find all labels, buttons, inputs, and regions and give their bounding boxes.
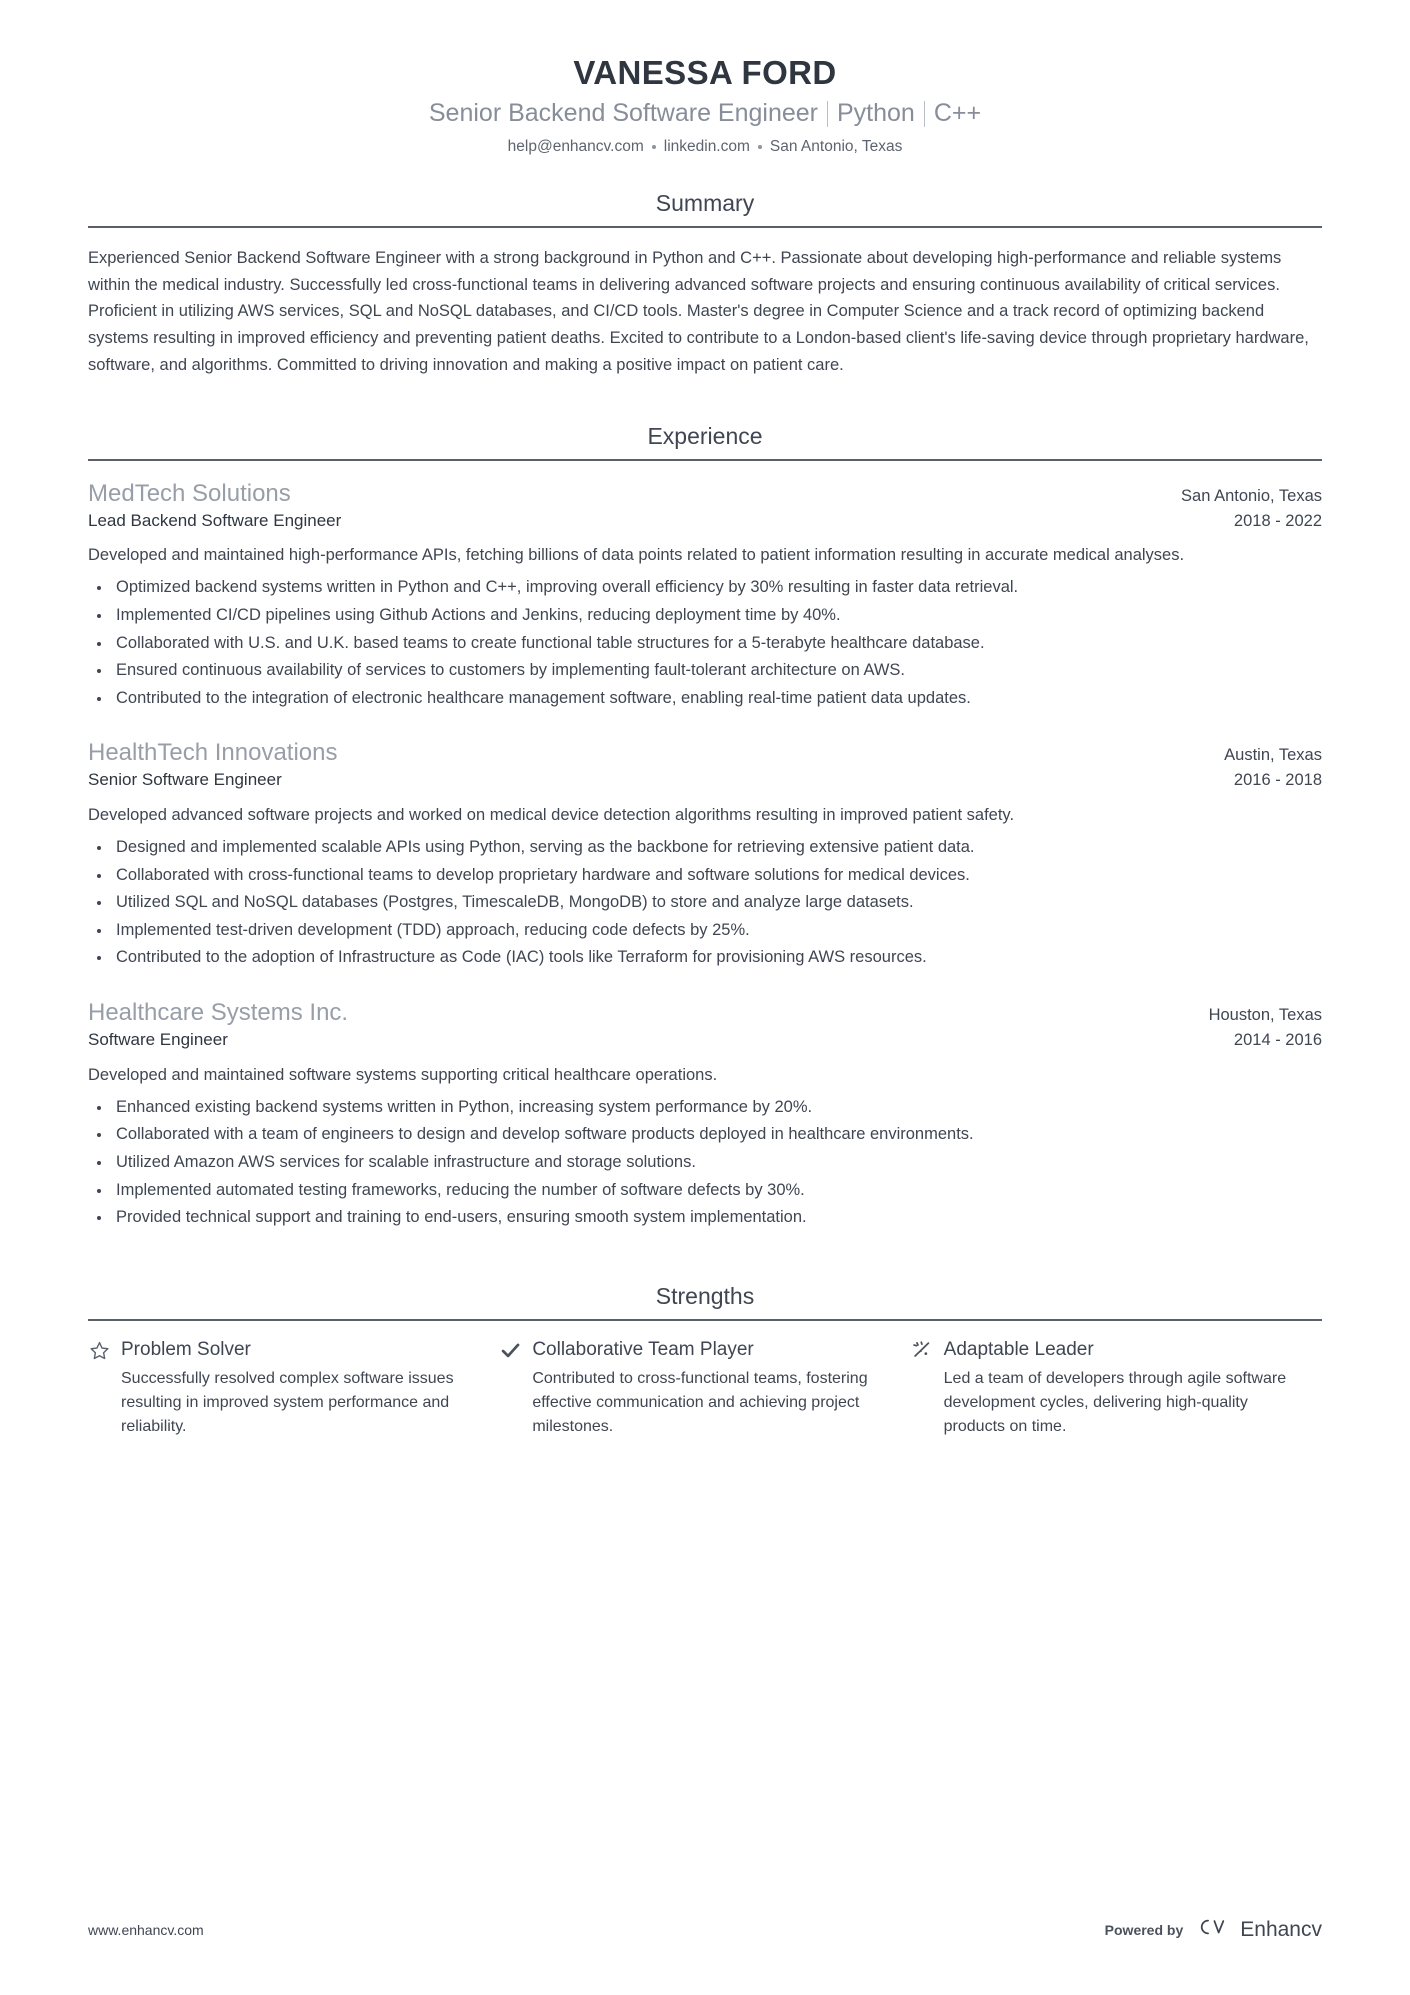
resume-header (88, 52, 1322, 156)
job-bullet: Designed and implemented scalable APIs using Python, serving as the backbone for retrieving extensive patient data. (88, 835, 1322, 861)
company-location: Austin, Texas (1224, 746, 1322, 765)
company-name: HealthTech Innovations (88, 739, 338, 767)
job-summary: Developed advanced software projects and worked on medical device detection algorithms resulting in improved patient safety. (88, 806, 1015, 825)
company-location: San Antonio, Texas (1181, 486, 1322, 505)
job-bullet: Collaborated with cross-functional teams to develop proprietary hardware and software solutions for medical devices. (88, 863, 1322, 889)
footer-branding (1105, 1916, 1322, 1943)
job-bullet: Provided technical support and training to end-users, ensuring smooth system implementation. (88, 1205, 1322, 1231)
strength-description: Successfully resolved complex software issues resulting in improved system performance and reliability. (121, 1370, 454, 1436)
headline-segment-2: C++ (933, 99, 982, 128)
job-bullet: Ensured continuous availability of services to customers by implementing fault-tolerant architecture on AWS. (88, 658, 1322, 684)
star-outline-icon (88, 1339, 110, 1361)
job-bullet: Utilized SQL and NoSQL databases (Postgres, TimescaleDB, MongoDB) to store and analyze large datasets. (88, 890, 1322, 916)
job-bullet: Collaborated with U.S. and U.K. based teams to create functional table structures for a 5-terabyte healthcare database. (88, 631, 1322, 657)
contact-line (88, 138, 1322, 156)
summary-heading: Summary (655, 190, 755, 216)
strength-header (88, 1338, 465, 1363)
job-title: Lead Backend Software Engineer (88, 510, 342, 530)
summary-section (88, 190, 1322, 379)
strengths-section (88, 1283, 1322, 1440)
job-summary: Developed and maintained high-performance APIs, fetching billions of data points related to patient information resulting in accurate medical analyses. (88, 546, 1185, 565)
experience-company-row (88, 997, 1322, 1028)
experience-item (88, 997, 1322, 1231)
strength-item (499, 1338, 910, 1440)
section-divider (88, 459, 1322, 461)
strength-name: Adaptable Leader (943, 1338, 1094, 1360)
company-name: MedTech Solutions (88, 479, 291, 507)
strengths-grid (88, 1338, 1322, 1440)
section-divider (88, 1319, 1322, 1321)
strength-description: Contributed to cross-functional teams, fostering effective communication and achieving project milestones. (532, 1370, 868, 1436)
powered-by-label: Powered by (1104, 1921, 1184, 1938)
job-bullet-list (88, 1095, 1322, 1231)
headline-segment-0: Senior Backend Software Engineer (428, 99, 818, 128)
contact-email[interactable]: help@enhancv.com (507, 138, 644, 155)
job-bullet: Implemented automated testing frameworks, reducing the number of software defects by 30%. (88, 1178, 1322, 1204)
company-name: Healthcare Systems Inc. (88, 999, 349, 1026)
job-bullet-list (88, 575, 1322, 711)
footer-website-url[interactable]: www.enhancv.com (88, 1921, 204, 1938)
strength-item (88, 1338, 499, 1440)
job-bullet: Contributed to the adoption of Infrastructure as Code (IAC) tools like Terraform for provisioning AWS resources. (88, 945, 1322, 971)
company-location: Houston, Texas (1208, 1006, 1322, 1024)
enhancv-wordmark: Enhancv (1240, 1917, 1322, 1941)
headline-segment-1: Python (837, 99, 915, 128)
job-bullet: Contributed to the integration of electronic healthcare management software, enabling real-time patient data updates. (88, 686, 1322, 712)
candidate-name: VANESSA FORD (573, 54, 837, 91)
strength-name: Collaborative Team Player (532, 1338, 754, 1360)
job-dates: 2016 - 2018 (1233, 771, 1322, 790)
strength-name: Problem Solver (121, 1338, 251, 1360)
strength-header (499, 1338, 876, 1363)
job-bullet: Implemented test-driven development (TDD) approach, reducing code defects by 25%. (88, 918, 1322, 944)
enhancv-mark-icon (1197, 1916, 1231, 1943)
check-mark-icon (499, 1339, 521, 1361)
job-bullet: Optimized backend systems written in Python and C++, improving overall efficiency by 30% resulting in faster data retrieval. (88, 575, 1322, 601)
strengths-heading: Strengths (655, 1282, 755, 1309)
experience-role-row (88, 768, 1322, 793)
experience-company-row (88, 737, 1322, 768)
job-bullet: Implemented CI/CD pipelines using Github Actions and Jenkins, reducing deployment time by 40%. (88, 603, 1322, 629)
job-bullet-list (88, 835, 1322, 971)
enhancv-logo (1197, 1916, 1322, 1943)
strength-header (911, 1338, 1288, 1363)
summary-text: Experienced Senior Backend Software Engineer with a strong background in Python and C++. Passionate about developing high-performance and reliable systems within the medical industry. Successfully led cross-functional teams in delivering advanced software projects and ensuring continuous availability of critical services. Proficient in utilizing AWS services, SQL and NoSQL databases, and CI/CD tools. Master's degree in Computer Science and a track record of optimizing backend systems resulting in improved efficiency and preventing patient deaths. Excited to contribute to a London-based client's life-saving device through proprietary hardware, software, and algorithms. Committed to driving innovation and making a positive impact on patient care. (88, 249, 1309, 374)
experience-role-row (88, 509, 1322, 534)
candidate-headline (88, 97, 1322, 131)
spacer (88, 1257, 1322, 1283)
spacer (88, 383, 1322, 423)
experience-heading: Experience (647, 422, 763, 449)
experience-item (88, 737, 1322, 971)
strength-description: Led a team of developers through agile software development cycles, delivering high-quality products on time. (943, 1370, 1287, 1436)
job-dates: 2014 - 2016 (1233, 1031, 1322, 1050)
experience-item (88, 478, 1322, 712)
job-summary: Developed and maintained software systems supporting critical healthcare operations. (88, 1065, 718, 1084)
job-bullet: Collaborated with a team of engineers to design and develop software products deployed in healthcare environments. (88, 1122, 1322, 1148)
experience-role-row (88, 1028, 1322, 1053)
job-dates: 2018 - 2022 (1233, 511, 1322, 530)
page-footer (88, 1916, 1322, 1943)
job-title: Senior Software Engineer (88, 770, 282, 790)
contact-linkedin[interactable]: linkedin.com (663, 138, 750, 155)
contact-location: San Antonio, Texas (769, 138, 903, 155)
job-title: Software Engineer (88, 1030, 228, 1050)
sparkle-icon (911, 1339, 933, 1361)
experience-company-row (88, 478, 1322, 509)
section-divider (88, 226, 1322, 228)
experience-section (88, 423, 1322, 1231)
job-bullet: Utilized Amazon AWS services for scalable infrastructure and storage solutions. (88, 1150, 1322, 1176)
strength-item (911, 1338, 1322, 1440)
job-bullet: Enhanced existing backend systems written in Python, increasing system performance by 20%. (88, 1095, 1322, 1121)
